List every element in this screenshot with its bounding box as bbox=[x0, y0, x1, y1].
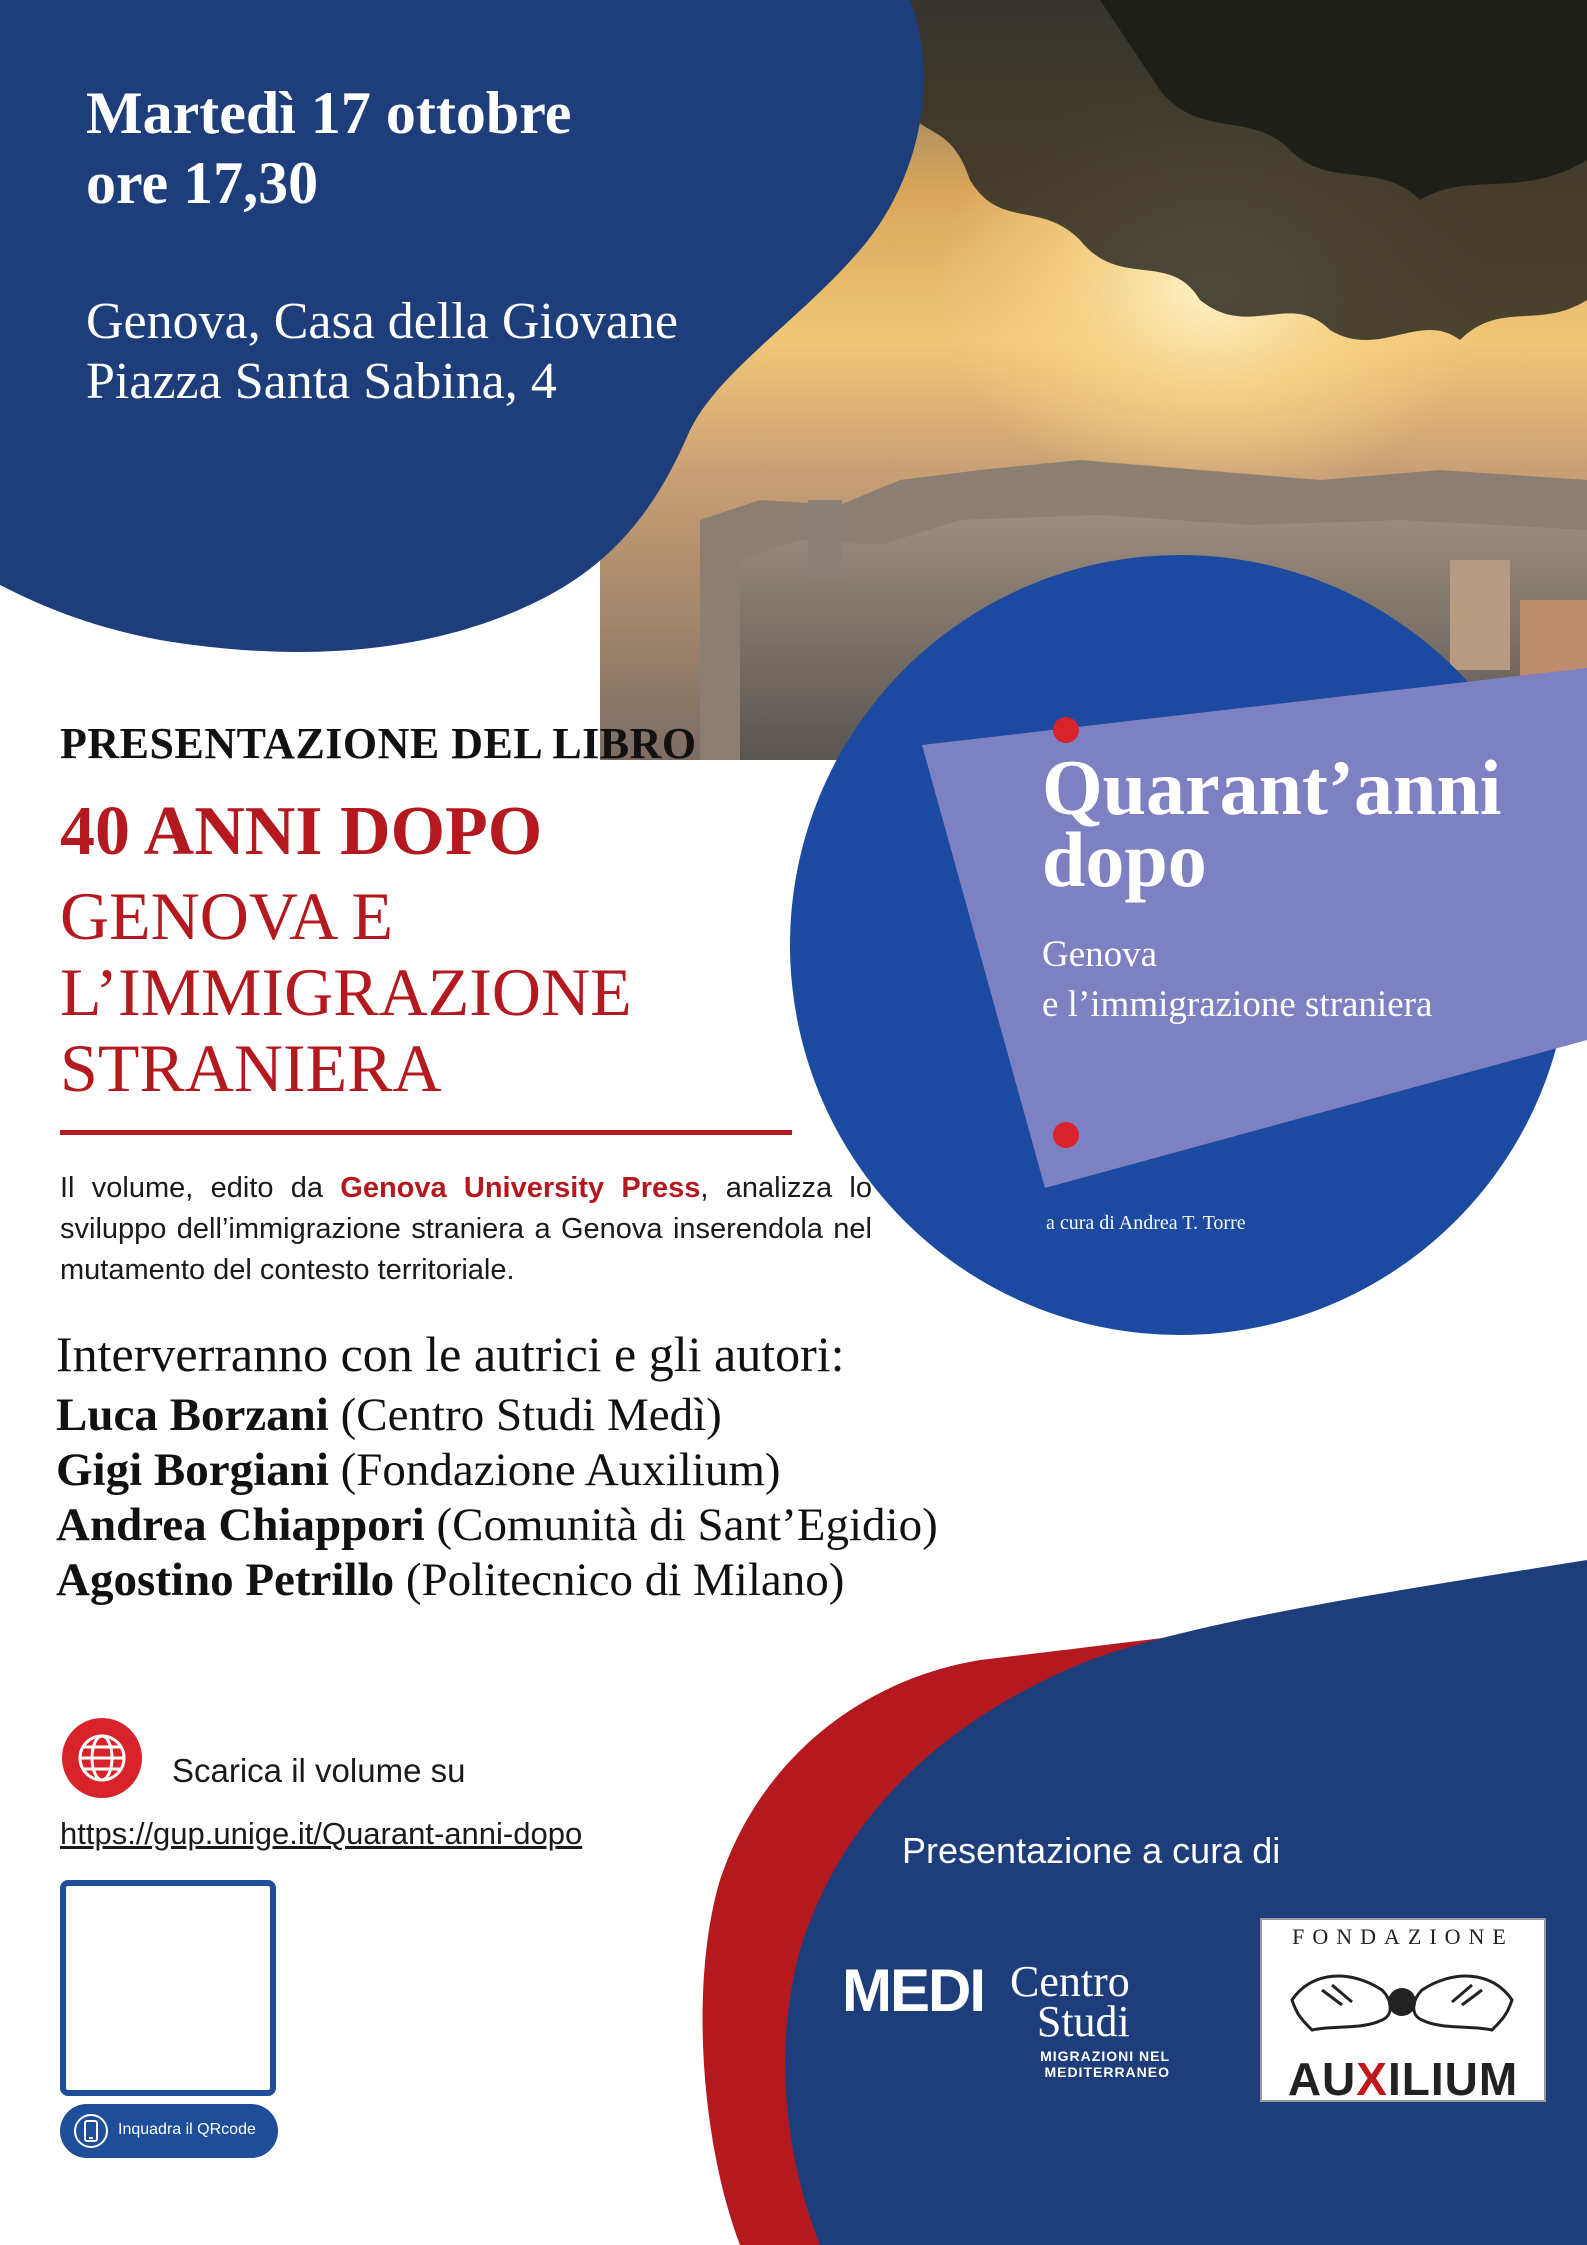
download-label: Scarica il volume su bbox=[172, 1752, 466, 1789]
cover-subtitle bbox=[1042, 930, 1432, 1030]
globe-icon bbox=[62, 1718, 142, 1798]
speaker-item bbox=[56, 1388, 722, 1442]
event-date bbox=[86, 78, 571, 218]
medi-logo-name bbox=[1010, 1957, 1130, 2046]
description-text: Il volume, edito da bbox=[60, 1172, 341, 1204]
qr-badge-label: Inquadra il QRcode bbox=[118, 2121, 256, 2138]
medi-tagline: MIGRAZIONI NEL MEDITERRANEO bbox=[1040, 2048, 1170, 2080]
speaker-name: Agostino Petrillo bbox=[56, 1554, 395, 1606]
event-venue bbox=[86, 292, 678, 412]
publisher-name: Genova University Press bbox=[340, 1172, 701, 1204]
auxilium-name-x: X bbox=[1356, 2053, 1388, 2105]
speaker-affiliation: (Centro Studi Medì) bbox=[328, 1389, 722, 1441]
auxilium-name bbox=[1262, 2052, 1544, 2106]
cover-title bbox=[1042, 744, 1502, 903]
cover-subtitle-line: Genova bbox=[1042, 934, 1158, 975]
auxilium-top-text: FONDAZIONE bbox=[1292, 1924, 1514, 1949]
speaker-affiliation: (Politecnico di Milano) bbox=[394, 1554, 845, 1606]
book-title-sub bbox=[60, 878, 632, 1106]
cover-title-line: Quarant’anni bbox=[1042, 744, 1502, 831]
medi-logo: MEDI bbox=[842, 1957, 984, 2024]
speaker-affiliation: (Comunità di Sant’Egidio) bbox=[424, 1499, 938, 1551]
speaker-affiliation: (Fondazione Auxilium) bbox=[328, 1444, 781, 1496]
title-sub-line: GENOVA E bbox=[60, 878, 394, 954]
cover-title-line: dopo bbox=[1042, 816, 1207, 903]
presentation-label: PRESENTAZIONE DEL LIBRO bbox=[60, 719, 697, 768]
cover-editor: a cura di Andrea T. Torre bbox=[1046, 1212, 1246, 1234]
book-title-main: 40 ANNI DOPO bbox=[60, 793, 543, 870]
phone-icon bbox=[74, 2113, 108, 2149]
speaker-name: Gigi Borgiani bbox=[56, 1444, 329, 1496]
speaker-item bbox=[56, 1553, 844, 1607]
auxilium-name-part: AU bbox=[1287, 2053, 1357, 2105]
speaker-name: Andrea Chiappori bbox=[56, 1499, 425, 1551]
speaker-item bbox=[56, 1498, 938, 1552]
organizers-label: Presentazione a cura di bbox=[902, 1830, 1281, 1871]
download-link[interactable]: https://gup.unige.it/Quarant-anni-dopo bbox=[60, 1816, 583, 1851]
event-date-line: Martedì 17 ottobre bbox=[86, 80, 572, 146]
description-text: , analizza lo sviluppo dell’immigrazione straniera a Genova inserendola nel mutamento del contesto territoriale. bbox=[60, 1172, 872, 1286]
auxilium-doves-icon bbox=[1282, 1960, 1522, 2040]
cover-subtitle-line: e l’immigrazione straniera bbox=[1042, 984, 1433, 1025]
speaker-name: Luca Borzani bbox=[56, 1389, 329, 1441]
book-description bbox=[60, 1168, 872, 1291]
speakers-intro: Interverranno con le autrici e gli autori: bbox=[56, 1326, 845, 1382]
medi-name-line: Studi bbox=[1036, 1997, 1130, 2046]
title-divider bbox=[60, 1130, 792, 1135]
event-time-line: ore 17,30 bbox=[86, 150, 319, 216]
navy-blob-bottom bbox=[785, 1560, 1587, 2245]
title-sub-line: STRANIERA bbox=[60, 1030, 442, 1106]
speaker-item bbox=[56, 1443, 781, 1497]
venue-line-1: Genova, Casa della Giovane bbox=[86, 293, 679, 350]
venue-line-2: Piazza Santa Sabina, 4 bbox=[86, 353, 557, 410]
auxilium-name-part: ILIUM bbox=[1387, 2053, 1519, 2105]
qr-code[interactable] bbox=[60, 1880, 276, 2096]
medi-name-line: Centro bbox=[1010, 1957, 1130, 2006]
title-sub-line: L’IMMIGRAZIONE bbox=[60, 954, 632, 1030]
